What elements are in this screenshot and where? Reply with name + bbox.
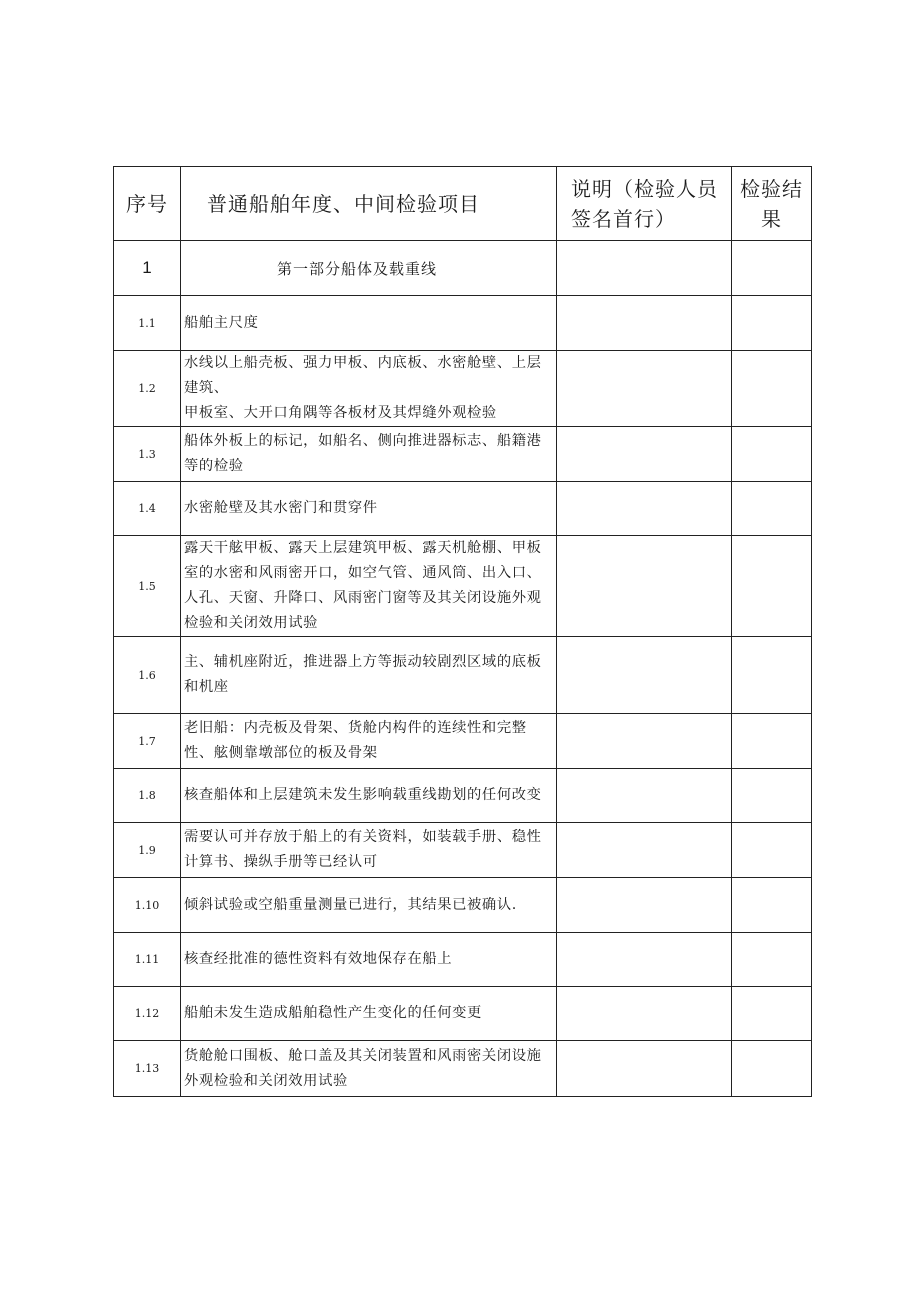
row-number: 1.1	[114, 296, 181, 351]
table-row	[114, 1041, 812, 1097]
remarks-cell[interactable]	[557, 241, 732, 296]
remarks-cell[interactable]	[557, 987, 732, 1041]
inspection-item: 水线以上船壳板、强力甲板、内底板、水密舱壁、上层建筑、 甲板室、大开口角隅等各板材及其焊缝外观检验	[181, 351, 557, 427]
inspection-item: 船体外板上的标记，如船名、侧向推进器标志、船籍港等的检验	[181, 427, 557, 482]
remarks-cell[interactable]	[557, 769, 732, 823]
header-row	[114, 167, 812, 241]
inspection-item: 露天干舷甲板、露天上层建筑甲板、露天机舱棚、甲板室的水密和风雨密开口，如空气管、通风筒、出入口、人孔、天窗、升降口、风雨密门窗等及其关闭设施外观检验和关闭效用试验	[181, 536, 557, 637]
header-result: 检验结果	[732, 167, 812, 241]
row-number: 1.8	[114, 769, 181, 823]
row-number: 1.10	[114, 878, 181, 933]
row-number: 1.13	[114, 1041, 181, 1097]
row-number: 1.3	[114, 427, 181, 482]
remarks-cell[interactable]	[557, 427, 732, 482]
inspection-table	[113, 166, 812, 1097]
row-number: 1.7	[114, 714, 181, 769]
inspection-item: 货舱舱口围板、舱口盖及其关闭装置和风雨密关闭设施外观检验和关闭效用试验	[181, 1041, 557, 1097]
result-cell[interactable]	[732, 296, 812, 351]
inspection-item: 老旧船：内壳板及骨架、货舱内构件的连续性和完整性、舷侧靠墩部位的板及骨架	[181, 714, 557, 769]
remarks-cell[interactable]	[557, 933, 732, 987]
result-cell[interactable]	[732, 823, 812, 878]
row-number: 1.2	[114, 351, 181, 427]
section-row	[114, 241, 812, 296]
result-cell[interactable]	[732, 933, 812, 987]
result-cell[interactable]	[732, 769, 812, 823]
table-row	[114, 536, 812, 637]
inspection-item: 核查船体和上层建筑未发生影响载重线勘划的任何改变	[181, 769, 557, 823]
table-row	[114, 351, 812, 427]
remarks-cell[interactable]	[557, 482, 732, 536]
remarks-cell[interactable]	[557, 536, 732, 637]
result-cell[interactable]	[732, 714, 812, 769]
table-row	[114, 933, 812, 987]
result-cell[interactable]	[732, 482, 812, 536]
row-number: 1.6	[114, 637, 181, 714]
row-number: 1.4	[114, 482, 181, 536]
inspection-item: 核查经批准的德性资料有效地保存在船上	[181, 933, 557, 987]
result-cell[interactable]	[732, 1041, 812, 1097]
remarks-cell[interactable]	[557, 351, 732, 427]
inspection-item: 主、辅机座附近，推进器上方等振动较剧烈区域的底板和机座	[181, 637, 557, 714]
row-number: 1.5	[114, 536, 181, 637]
header-serial-number: 序号	[114, 167, 181, 241]
remarks-cell[interactable]	[557, 296, 732, 351]
row-number: 1.11	[114, 933, 181, 987]
result-cell[interactable]	[732, 987, 812, 1041]
table-row	[114, 769, 812, 823]
section-number: 1	[114, 241, 181, 296]
remarks-cell[interactable]	[557, 878, 732, 933]
result-cell[interactable]	[732, 536, 812, 637]
inspection-item: 倾斜试验或空船重量测量已进行，其结果已被确认.	[181, 878, 557, 933]
result-cell[interactable]	[732, 427, 812, 482]
table-row	[114, 482, 812, 536]
inspection-item: 需要认可并存放于船上的有关资料，如装载手册、稳性计算书、操纵手册等已经认可	[181, 823, 557, 878]
result-cell[interactable]	[732, 878, 812, 933]
inspection-item: 船舶主尺度	[181, 296, 557, 351]
result-cell[interactable]	[732, 241, 812, 296]
inspection-item: 水密舱壁及其水密门和贯穿件	[181, 482, 557, 536]
inspection-item: 船舶未发生造成船舶稳性产生变化的任何变更	[181, 987, 557, 1041]
remarks-cell[interactable]	[557, 823, 732, 878]
remarks-cell[interactable]	[557, 714, 732, 769]
section-title: 第一部分船体及载重线	[181, 241, 557, 296]
table-row	[114, 823, 812, 878]
table-row	[114, 637, 812, 714]
row-number: 1.9	[114, 823, 181, 878]
row-number: 1.12	[114, 987, 181, 1041]
table-row	[114, 427, 812, 482]
header-remarks: 说明（检验人员签名首行）	[557, 167, 732, 241]
table-row	[114, 296, 812, 351]
table-row	[114, 714, 812, 769]
table-row	[114, 878, 812, 933]
result-cell[interactable]	[732, 637, 812, 714]
remarks-cell[interactable]	[557, 637, 732, 714]
result-cell[interactable]	[732, 351, 812, 427]
remarks-cell[interactable]	[557, 1041, 732, 1097]
header-inspection-item: 普通船舶年度、中间检验项目	[181, 167, 557, 241]
table-row	[114, 987, 812, 1041]
